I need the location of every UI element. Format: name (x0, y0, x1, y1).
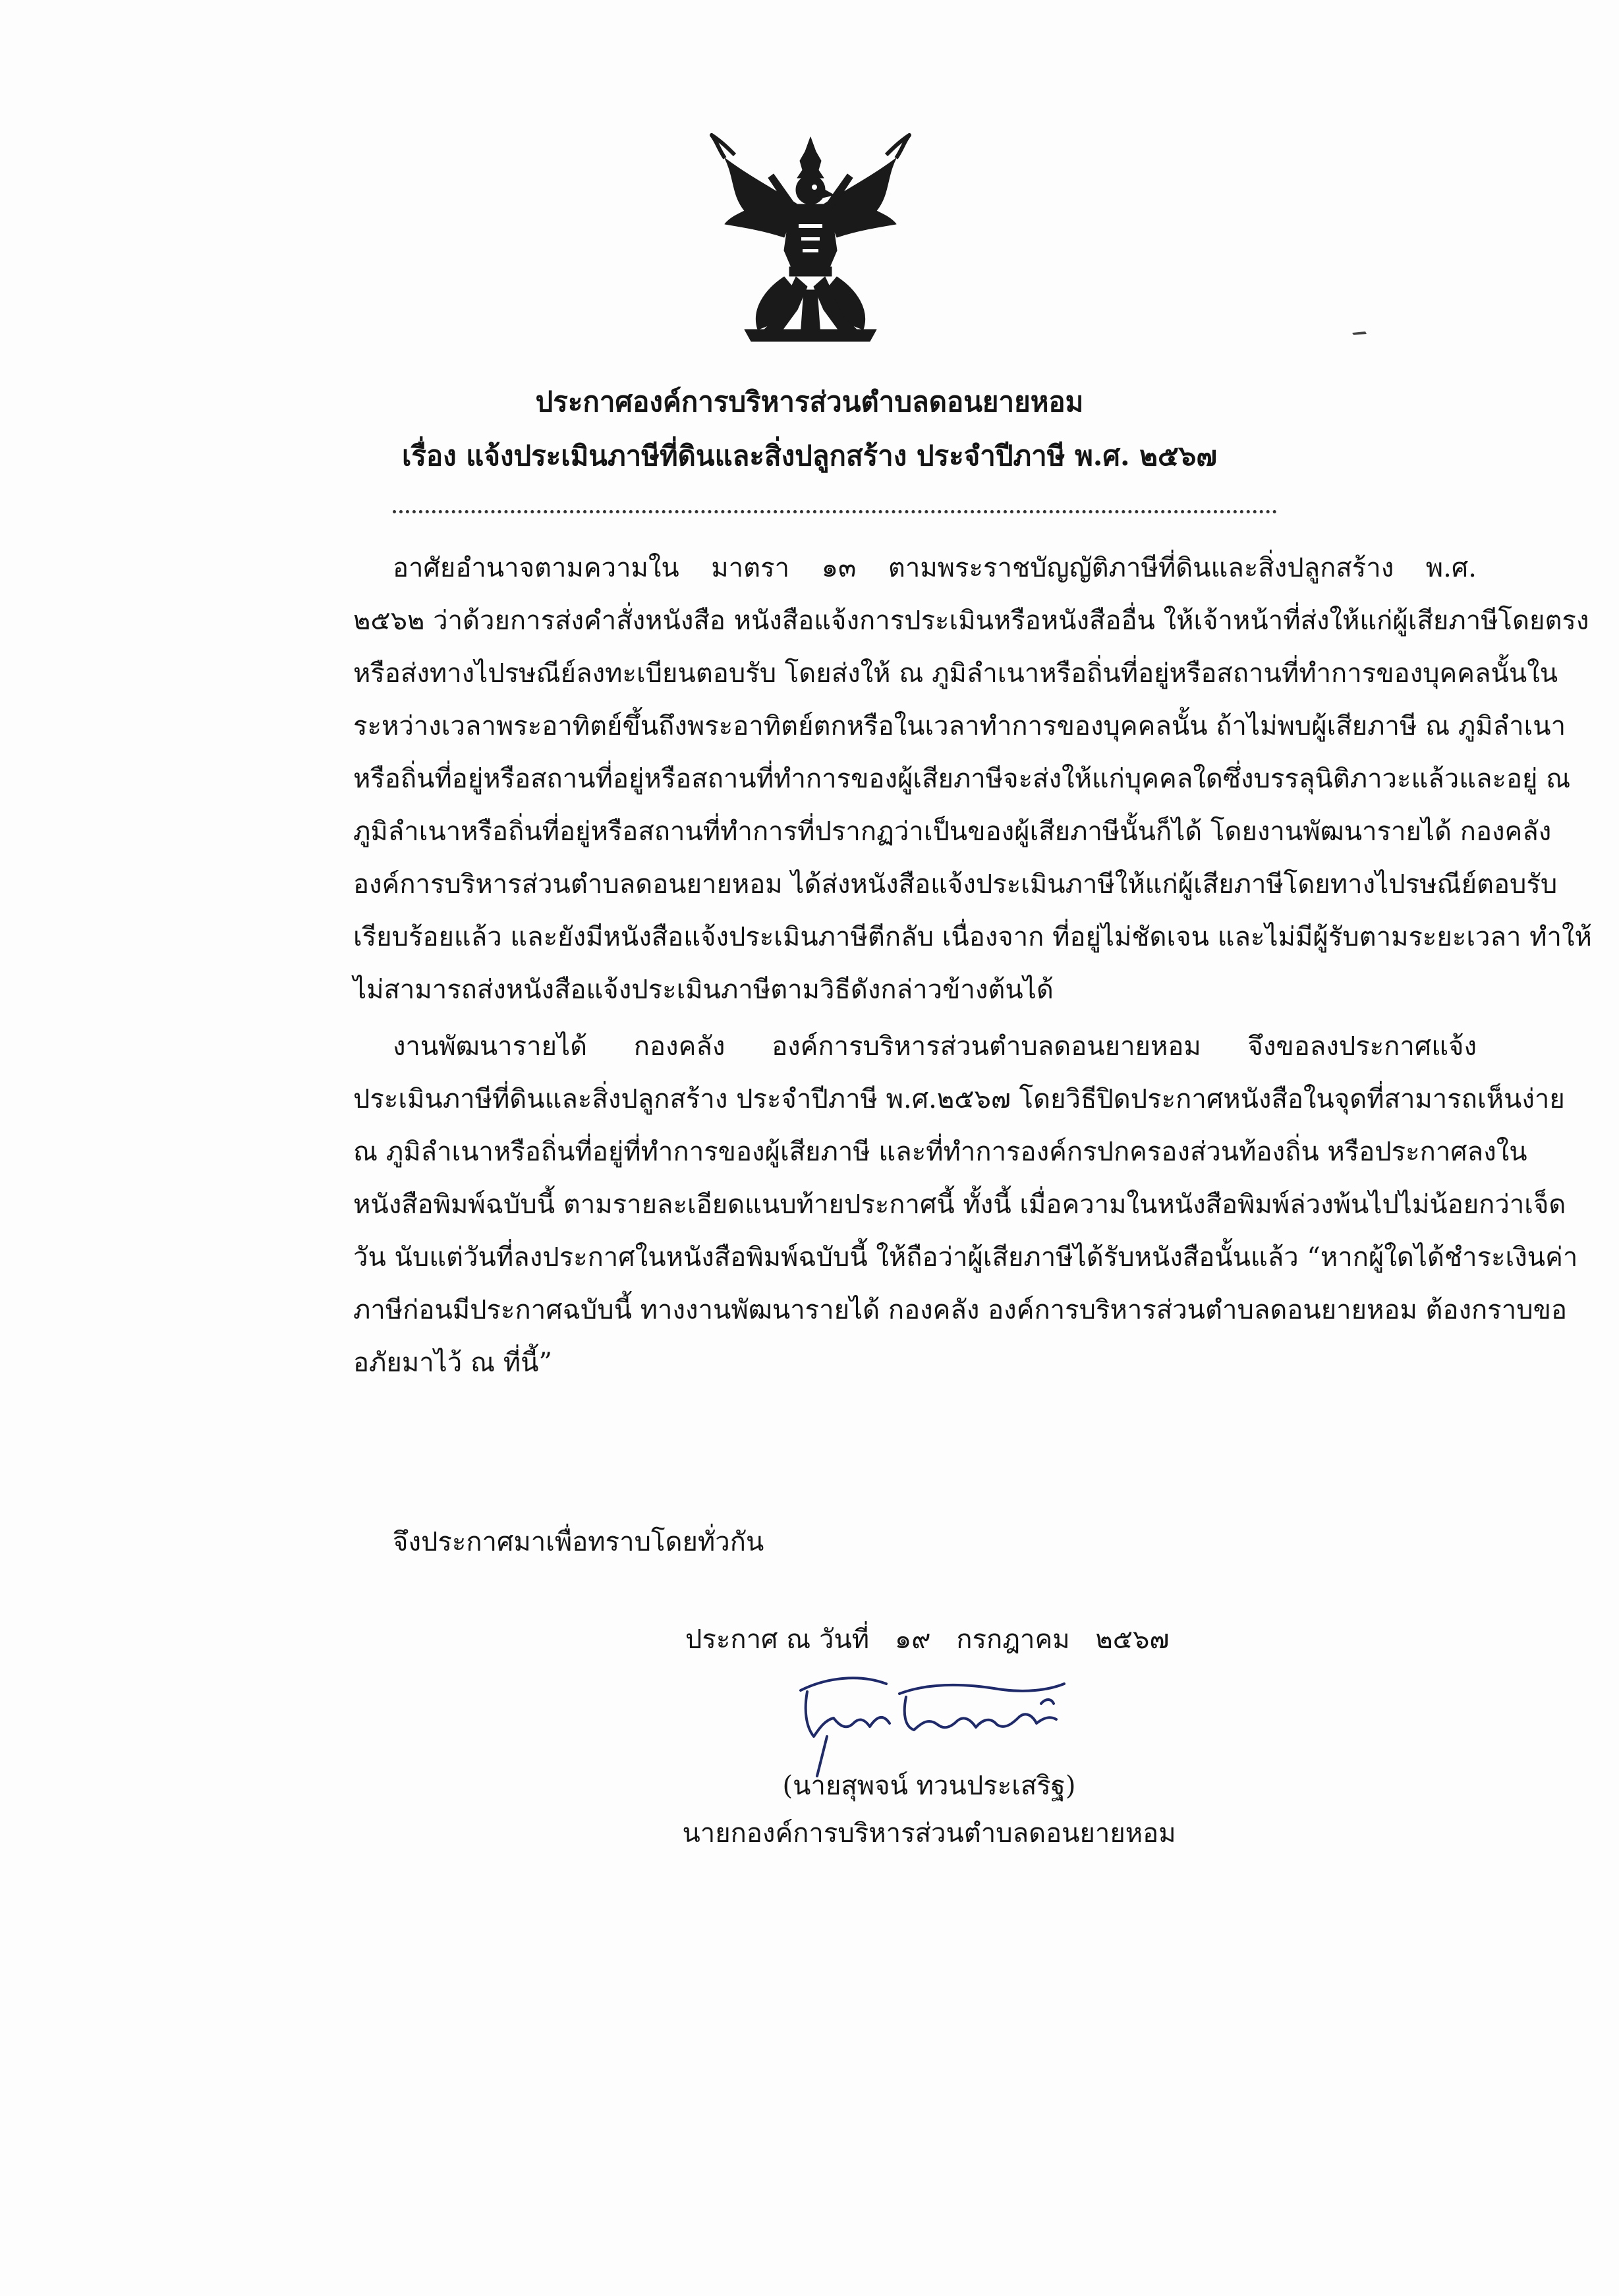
dotted-divider (393, 510, 1277, 513)
date-prefix: ประกาศ ณ วันที่ (685, 1624, 870, 1655)
closing-statement: จึงประกาศมาเพื่อทราบโดยทั่วกัน (393, 1527, 764, 1557)
handwritten-signature (787, 1664, 1071, 1783)
paragraph-line: ๒๕๖๒ ว่าด้วยการส่งคำสั่งหนังสือ หนังสือแจ้งการประเมินหรือหนังสืออื่น ให้เจ้าหน้าที่ส่งให้แก่ผู้เสียภาษีโดยตรง (353, 606, 1589, 636)
signatory-name: (นายสุพจน์ ทวนประเสริฐ) (782, 1771, 1076, 1801)
paragraph-line: หรือส่งทางไปรษณีย์ลงทะเบียนตอบรับ โดยส่งให้ ณ ภูมิลำเนาหรือถิ่นที่อยู่หรือสถานที่ทำการของบุคคลนั้นใน (353, 658, 1558, 689)
paragraph-line: เรียบร้อยแล้ว และยังมีหนังสือแจ้งประเมินภาษีตีกลับ เนื่องจาก ที่อยู่ไม่ชัดเจน และไม่มีผู้รับตามระยะเวลา ทำให้ (353, 922, 1592, 952)
paragraph-line: ณ ภูมิลำเนาหรือถิ่นที่อยู่ที่ทำการของผู้เสียภาษี และที่ทำการองค์กรปกครองส่วนท้องถิ่น หรือประกาศลงใน (353, 1137, 1527, 1167)
paragraph-line: ภูมิลำเนาหรือถิ่นที่อยู่หรือสถานที่ทำการที่ปรากฏว่าเป็นของผู้เสียภาษีนั้นก็ได้ โดยงานพัฒนารายได้ กองคลัง (353, 817, 1552, 847)
paragraph-line: ระหว่างเวลาพระอาทิตย์ขึ้นถึงพระอาทิตย์ตกหรือในเวลาทำการของบุคคลนั้น ถ้าไม่พบผู้เสียภาษี ณ ภูมิลำเนา (353, 711, 1566, 741)
paragraph-line: วัน นับแต่วันที่ลงประกาศในหนังสือพิมพ์ฉบับนี้ ให้ถือว่าผู้เสียภาษีได้รับหนังสือนั้นแล้ว “หากผู้ใดได้ชำระเงินค่า (353, 1242, 1578, 1273)
garuda-emblem-icon (705, 132, 916, 349)
paragraph-line: อภัยมาไว้ ณ ที่นี้” (353, 1348, 552, 1378)
paragraph-line: ไม่สามารถส่งหนังสือแจ้งประเมินภาษีตามวิธีดังกล่าวข้างต้นได้ (353, 975, 1054, 1005)
date-month: กรกฎาคม (956, 1624, 1070, 1655)
paragraph-line: องค์การบริหารส่วนตำบลดอนยายหอม ได้ส่งหนังสือแจ้งประเมินภาษีให้แก่ผู้เสียภาษีโดยทางไปรษณีย์ตอบรับ (353, 869, 1558, 900)
paragraph-line: หนังสือพิมพ์ฉบับนี้ ตามรายละเอียดแนบท้ายประกาศนี้ ทั้งนี้ เมื่อความในหนังสือพิมพ์ล่วงพ้นไปไม่น้อยกว่าเจ็ด (353, 1190, 1566, 1220)
paragraph-line: หรือถิ่นที่อยู่หรือสถานที่อยู่หรือสถานที่ทำการของผู้เสียภาษีจะส่งให้แก่บุคคลใดซึ่งบรรลุนิติภาวะแล้วและอยู่ ณ (353, 764, 1571, 794)
paragraph-line: ภาษีก่อนมีประกาศฉบับนี้ ทางงานพัฒนารายได้ กองคลัง องค์การบริหารส่วนตำบลดอนยายหอม ต้องกราบขอ (353, 1295, 1567, 1325)
paragraph-line: งานพัฒนารายได้ กองคลัง องค์การบริหารส่วนตำบลดอนยายหอม จึงขอลงประกาศแจ้ง (393, 1031, 1477, 1062)
stray-ink-mark (1351, 330, 1368, 336)
announcement-subject: เรื่อง แจ้งประเมินภาษีที่ดินและสิ่งปลูกสร้าง ประจำปีภาษี พ.ศ. ๒๕๖๗ (402, 440, 1217, 472)
announcement-title: ประกาศองค์การบริหารส่วนตำบลดอนยายหอม (535, 386, 1084, 418)
date-year: ๒๕๖๗ (1095, 1624, 1170, 1655)
signatory-title: นายกองค์การบริหารส่วนตำบลดอนยายหอม (682, 1818, 1176, 1849)
paragraph-line: อาศัยอำนาจตามความใน มาตรา ๑๓ ตามพระราชบัญญัติภาษีที่ดินและสิ่งปลูกสร้าง พ.ศ. (393, 553, 1477, 583)
announcement-date (685, 1620, 1186, 1659)
date-day: ๑๙ (894, 1624, 931, 1655)
paragraph-line: ประเมินภาษีที่ดินและสิ่งปลูกสร้าง ประจำปีภาษี พ.ศ.๒๕๖๗ โดยวิธีปิดประกาศหนังสือในจุดที่สามารถเห็นง่าย (353, 1084, 1565, 1114)
